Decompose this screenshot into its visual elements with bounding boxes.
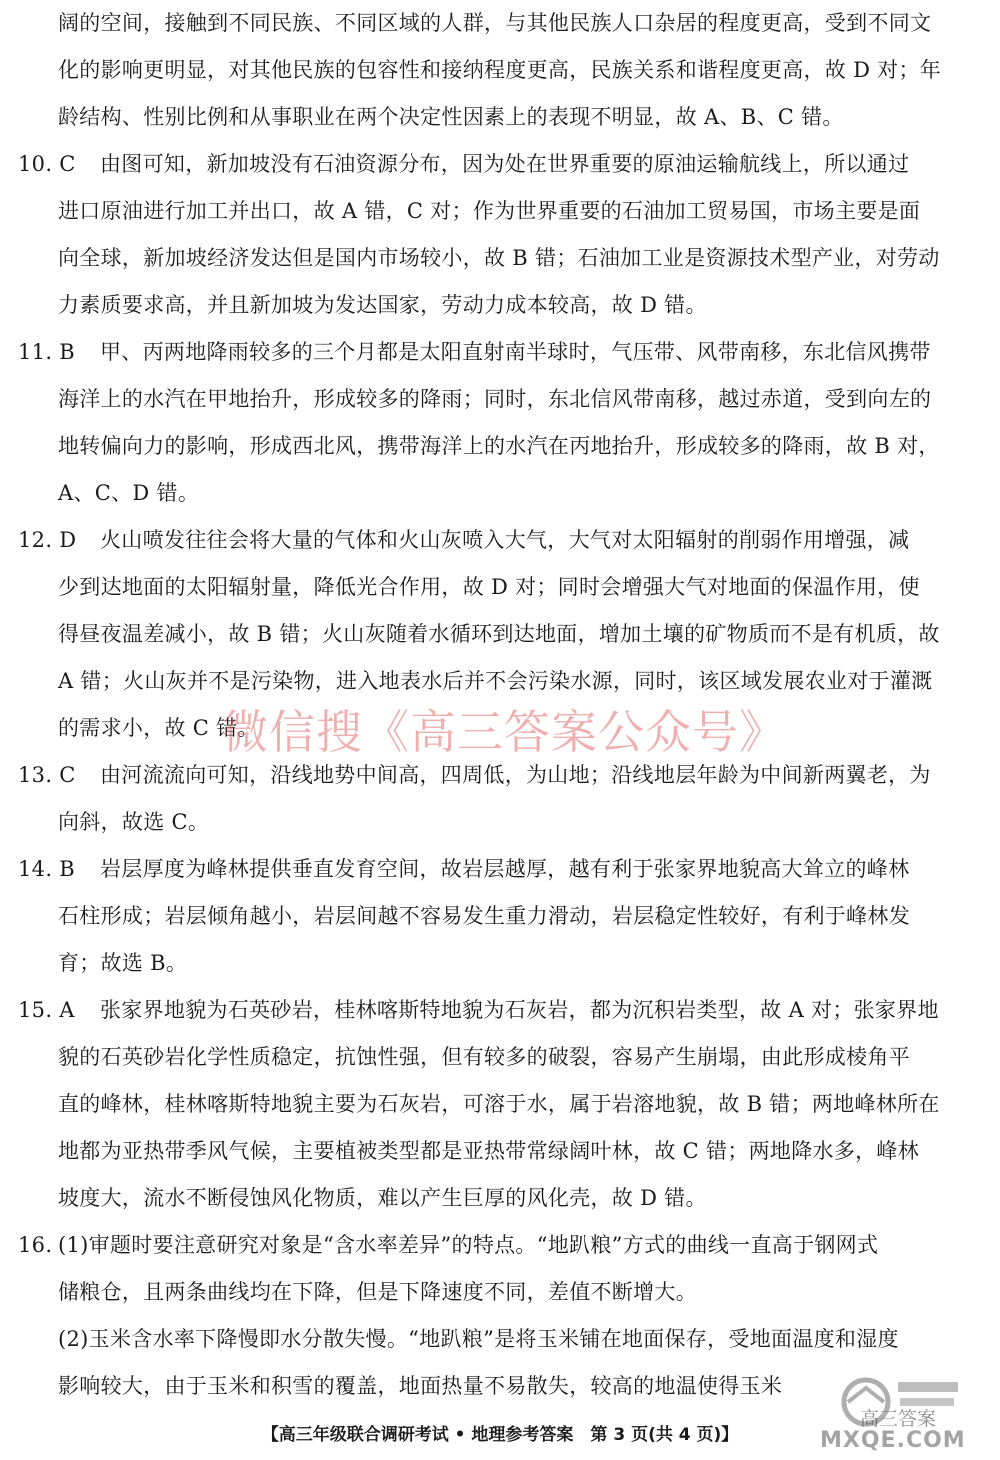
text-line: 向全球，新加坡经济发达但是国内市场较小，故 B 错；石油加工业是资源技术型产业，对劳动 [58, 246, 940, 270]
text-line: 少到达地面的太阳辐射量，降低光合作用，故 D 对；同时会增强大气对地面的保温作用，使 [58, 575, 920, 599]
text-line [18, 141, 976, 188]
text-line: (2)玉米含水率下降慢即水分散失慢。“地趴粮”是将玉米铺在地面保存，受地面温度和湿度 [58, 1327, 899, 1351]
answer-11 [18, 329, 976, 517]
text-line: 地转偏向力的影响，形成西北风，携带海洋上的水汽在丙地抬升，形成较多的降雨，故 B 对， [58, 434, 940, 458]
answer-text: 由图可知，新加坡没有石油资源分布，因为处在世界重要的原油运输航线上，所以通过 [100, 152, 910, 176]
text-line: 向斜，故选 C。 [58, 810, 210, 834]
answer-text: 火山喷发往往会将大量的气体和火山灰喷入大气，大气对太阳辐射的削弱作用增强，减 [100, 528, 910, 552]
answer-number: 14. B [18, 857, 76, 881]
text-line [18, 1222, 976, 1269]
text-line: 直的峰林，桂林喀斯特地貌主要为石灰岩，可溶于水，属于岩溶地貌，故 B 错；两地峰林所在 [58, 1092, 940, 1116]
page-footer: 【高三年级联合调研考试 • 地理参考答案 第 3 页(共 4 页)】 [261, 1425, 739, 1445]
answer-14 [18, 846, 976, 987]
text-line: 储粮仓，且两条曲线均在下降，但是下降速度不同，差值不断增大。 [58, 1280, 697, 1304]
text-line [18, 329, 976, 376]
text-line: 地都为亚热带季风气候，主要植被类型都是亚热带常绿阔叶林，故 C 错；两地降水多，峰林 [58, 1139, 920, 1163]
text-line: 阔的空间，接触到不同民族、不同区域的人群，与其他民族人口杂居的程度更高，受到不同文 [58, 11, 932, 35]
answer-number: 11. B [18, 340, 76, 364]
text-line [18, 517, 976, 564]
answer-text: 甲、丙两地降雨较多的三个月都是太阳直射南半球时，气压带、风带南移，东北信风携带 [100, 340, 931, 364]
text-line: A 错；火山灰并不是污染物，进入地表水后并不会污染水源，同时，该区域发展农业对于灌溉 [58, 669, 933, 693]
text-line: 育；故选 B。 [58, 951, 188, 975]
text-line: 力素质要求高，并且新加坡为发达国家，劳动力成本较高，故 D 错。 [58, 293, 707, 317]
text-line [18, 987, 976, 1034]
text-line: 进口原油进行加工并出口，故 A 错，C 对；作为世界重要的石油加工贸易国，市场主要是面 [58, 199, 921, 223]
text-line: 影响较大，由于玉米和积雪的覆盖，地面热量不易散失，较高的地温使得玉米 [58, 1374, 783, 1398]
text-line: 坡度大，流水不断侵蚀风化物质，难以产生巨厚的风化壳，故 D 错。 [58, 1186, 707, 1210]
text-line [18, 846, 976, 893]
answer-text: 岩层厚度为峰林提供垂直发育空间，故岩层越厚，越有利于张家界地貌高大耸立的峰林 [100, 857, 910, 881]
watermark-text: 微信搜《高三答案公众号》 [222, 705, 786, 759]
answer-text: 张家界地貌为石英砂岩，桂林喀斯特地貌为石灰岩，都为沉积岩类型，故 A 对；张家界地 [100, 998, 939, 1022]
text-line: 化的影响更明显，对其他民族的包容性和接纳程度更高，民族关系和谐程度更高，故 D 对；年 [58, 58, 942, 82]
continuation-paragraph [18, 0, 976, 141]
answer-number: 16. [18, 1233, 53, 1257]
text-line: 貌的石英砂岩化学性质稳定，抗蚀性强，但有较多的破裂，容易产生崩塌，由此形成棱角平 [58, 1045, 910, 1069]
answer-13 [18, 752, 976, 846]
text-line: 海洋上的水汽在甲地抬升，形成较多的降雨；同时，东北信风带南移，越过赤道，受到向左的 [58, 387, 932, 411]
answer-number: 15. A [18, 998, 75, 1022]
text-line: 石柱形成；岩层倾角越小，岩层间越不容易发生重力滑动，岩层稳定性较好，有利于峰林发 [58, 904, 910, 928]
answer-text: 由河流流向可知，沿线地势中间高，四周低，为山地；沿线地层年龄为中间新两翼老，为 [100, 763, 931, 787]
answer-number: 10. C [18, 152, 76, 176]
text-line: 龄结构、性别比例和从事职业在两个决定性因素上的表现不明显，故 A、B、C 错。 [58, 105, 844, 129]
text-line: A、C、D 错。 [58, 481, 200, 505]
answer-number: 12. D [18, 528, 77, 552]
logo-caption: 高三答案 [860, 1408, 937, 1430]
logo-url: MXQE.COM [820, 1428, 966, 1453]
answer-text: (1)审题时要注意研究对象是“含水率差异”的特点。“地趴粮”方式的曲线一直高于钢网式 [58, 1233, 879, 1257]
answer-15 [18, 987, 976, 1222]
text-line: 得昼夜温差减小，故 B 错；火山灰随着水循环到达地面，增加土壤的矿物质而不是有机质，故 [58, 622, 940, 646]
text-line: 的需求小，故 C 错。 [58, 716, 259, 740]
answer-10 [18, 141, 976, 329]
answer-number: 13. C [18, 763, 76, 787]
